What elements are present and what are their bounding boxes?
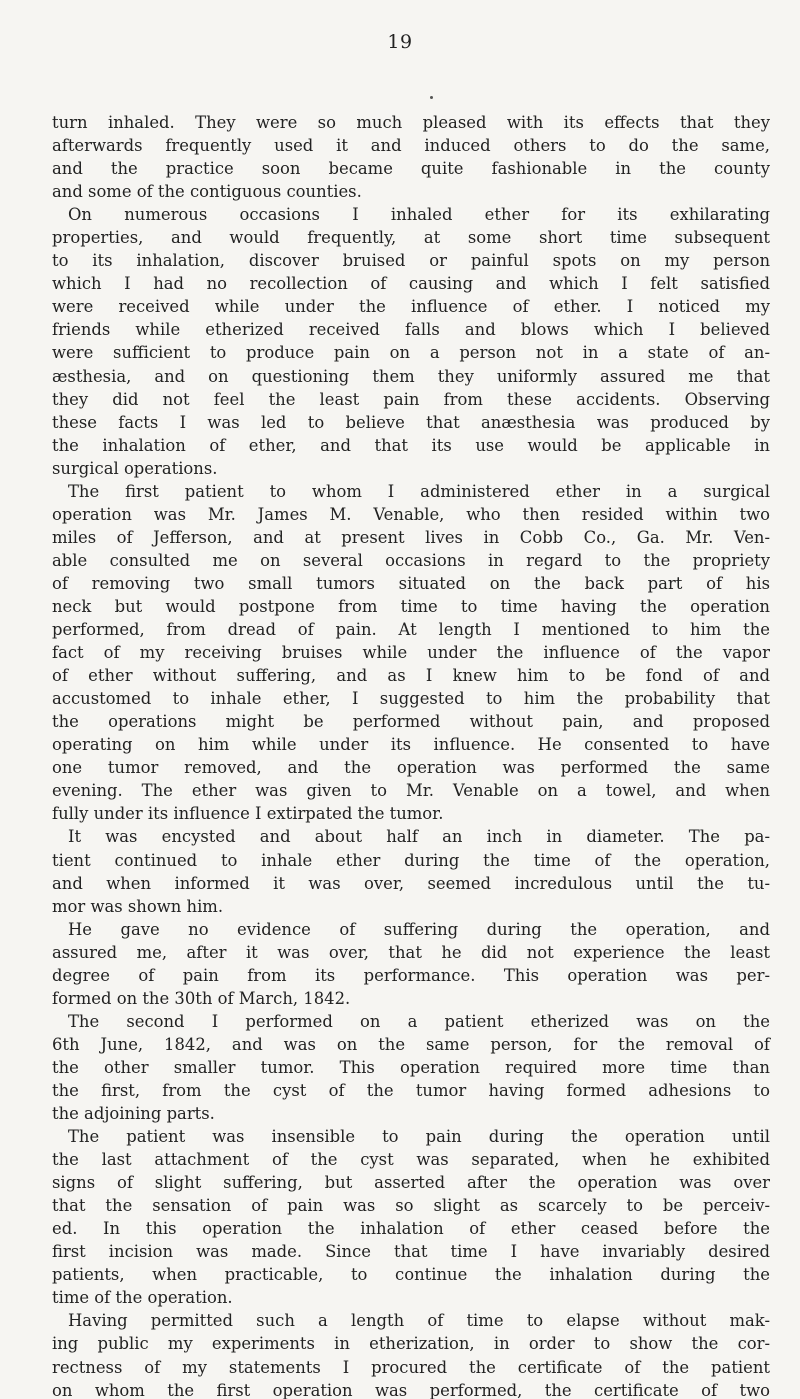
text-line: miles of Jefferson, and at present lives in Cobb Co., Ga. Mr. Ven- xyxy=(52,527,770,547)
text-line: fact of my receiving bruises while under the influence of the vapor xyxy=(52,643,770,663)
text-line: operating on him while under its influence. He consented to have xyxy=(52,735,770,755)
text-line: ed. In this operation the inhalation of ether ceased before the xyxy=(52,1219,770,1239)
text-line: performed, from dread of pain. At length I mentioned to him the xyxy=(52,620,770,640)
text-line: rectness of my statements I procured the certificate of the patient xyxy=(52,1357,770,1377)
text-line: neck but would postpone from time to time having the operation xyxy=(52,596,770,616)
text-line: which I had no recollection of causing and which I felt satisfied xyxy=(52,274,770,294)
text-line: The second I performed on a patient etherized was on the xyxy=(68,1011,770,1031)
text-line: properties, and would frequently, at some short time subsequent xyxy=(52,228,770,248)
text-line: on whom the first operation was performed, the certificate of two xyxy=(52,1380,770,1399)
text-line: Having permitted such a length of time to elapse without mak- xyxy=(68,1311,770,1331)
text-line: friends while etherized received falls and blows which I believed xyxy=(52,320,770,340)
text-line: The first patient to whom I administered ether in a surgical xyxy=(68,481,770,501)
text-line: the first, from the cyst of the tumor having formed adhesions to xyxy=(52,1080,770,1100)
text-line: fully under its influence I extirpated the tumor. xyxy=(52,804,444,824)
text-line: mor was shown him. xyxy=(52,896,224,916)
text-line: formed on the 30th of March, 1842. xyxy=(52,988,351,1008)
text-line: time of the operation. xyxy=(52,1288,233,1308)
text-line: and when informed it was over, seemed incredulous until the tu- xyxy=(52,873,770,893)
text-line: evening. The ether was given to Mr. Venable on a towel, and when xyxy=(52,781,770,801)
text-line: were sufficient to produce pain on a person not in a state of an- xyxy=(52,343,770,363)
text-line: they did not feel the least pain from these accidents. Observing xyxy=(52,389,770,409)
text-line: were received while under the influence of ether. I noticed my xyxy=(52,297,770,317)
text-line: 6th June, 1842, and was on the same person, for the removal of xyxy=(52,1034,770,1054)
text-line: the operations might be performed without pain, and proposed xyxy=(52,712,770,732)
text-line: these facts I was led to believe that anæsthesia was produced by xyxy=(52,412,770,432)
text-line: surgical operations. xyxy=(52,458,218,478)
text-line: of removing two small tumors situated on the back part of his xyxy=(52,573,770,593)
text-line: accustomed to inhale ether, I suggested to him the probability that xyxy=(52,689,770,709)
text-line: assured me, after it was over, that he did not experience the least xyxy=(52,942,770,962)
text-line: first incision was made. Since that time I have invariably desired xyxy=(52,1242,770,1262)
text-line: operation was Mr. James M. Venable, who then resided within two xyxy=(52,504,770,524)
text-line: He gave no evidence of suffering during the operation, and xyxy=(68,919,770,939)
text-line: degree of pain from its performance. This operation was per- xyxy=(52,965,770,985)
text-line: of ether without suffering, and as I knew him to be fond of and xyxy=(52,666,770,686)
text-line: and some of the contiguous counties. xyxy=(52,182,362,202)
text-line: On numerous occasions I inhaled ether for its exhilarating xyxy=(68,205,770,225)
text-line: the adjoining parts. xyxy=(52,1104,215,1124)
text-line: tient continued to inhale ether during the time of the operation, xyxy=(52,850,770,870)
text-line: able consulted me on several occasions in regard to the propriety xyxy=(52,550,770,570)
body-text xyxy=(52,111,770,1399)
text-line: the inhalation of ether, and that its use would be applicable in xyxy=(52,435,770,455)
text-line: turn inhaled. They were so much pleased with its effects that they xyxy=(52,113,770,132)
text-line: one tumor removed, and the operation was performed the same xyxy=(52,758,770,778)
text-line: signs of slight suffering, but asserted after the operation was over xyxy=(52,1173,770,1193)
text-line: afterwards frequently used it and induced others to do the same, xyxy=(52,136,770,156)
text-line: and the practice soon became quite fashionable in the county xyxy=(52,159,770,179)
text-line: ing public my experiments in etherization, in order to show the cor- xyxy=(52,1334,770,1354)
text-line: to its inhalation, discover bruised or painful spots on my person xyxy=(52,251,770,271)
text-line: the last attachment of the cyst was separated, when he exhibited xyxy=(52,1150,770,1170)
text-line: æsthesia, and on questioning them they uniformly assured me that xyxy=(52,366,770,386)
text-line: The patient was insensible to pain during the operation until xyxy=(68,1127,770,1147)
page-number: 19 xyxy=(387,31,413,53)
text-line: the other smaller tumor. This operation required more time than xyxy=(52,1057,770,1077)
print-speck xyxy=(430,96,433,99)
text-line: patients, when practicable, to continue the inhalation during the xyxy=(52,1265,770,1285)
text-line: It was encysted and about half an inch in diameter. The pa- xyxy=(68,827,770,847)
text-line: that the sensation of pain was so slight as scarcely to be perceiv- xyxy=(52,1196,770,1216)
